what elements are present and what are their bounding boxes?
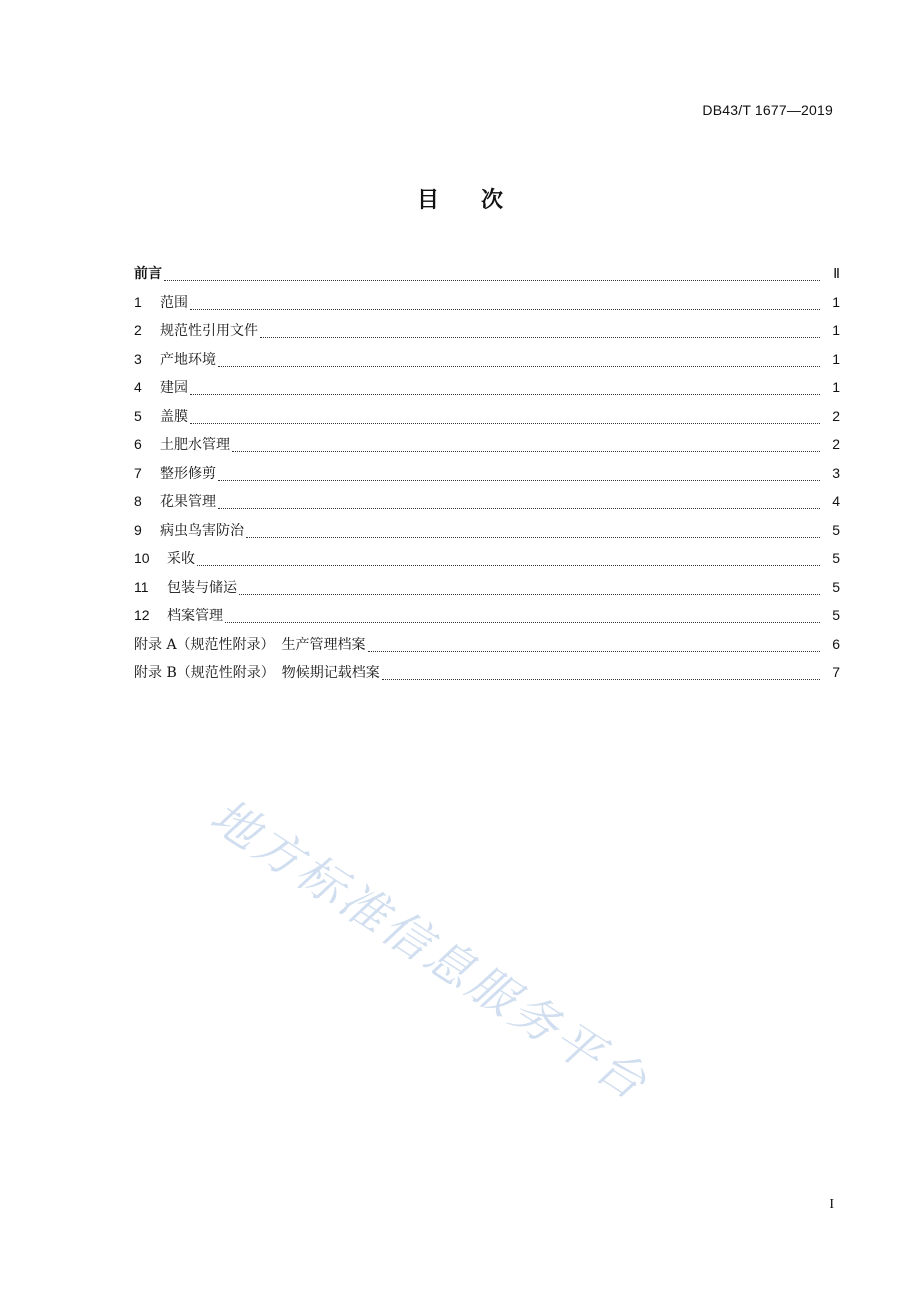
toc-entry-clause-2[interactable] [134,320,840,349]
title-char-2: 次 [481,188,504,213]
clause-number: 11 [134,578,149,595]
toc-entry-clause-3[interactable] [134,349,840,378]
toc-entry-label [134,577,237,598]
toc-leader-dots [190,393,820,395]
clause-title: 包装与储运 [167,579,237,596]
toc-entry-page: 1 [832,350,840,367]
clause-number: 8 [134,493,142,509]
toc-entry-clause-4[interactable] [134,377,840,406]
toc-entry-label [134,463,216,484]
clause-title: 档案管理 [167,608,223,624]
appendix-prefix: 附录 B（规范性附录） [134,665,275,681]
clause-title: 采收 [167,551,195,567]
toc-entry-page: 1 [832,379,840,395]
clause-title: 花果管理 [160,494,216,510]
toc-entry-label: 前言 [134,266,162,282]
toc-leader-dots [197,564,820,566]
toc-entry-clause-5[interactable] [134,406,840,435]
page-title [0,183,920,214]
clause-title: 土肥水管理 [160,437,230,453]
toc-leader-dots [190,308,820,310]
toc-entry-clause-12[interactable] [134,605,840,634]
toc-leader-dots [225,621,820,623]
toc-entry-appendix-0[interactable] [134,634,840,663]
toc-entry-page: 5 [832,578,840,595]
toc-entry-page: 7 [832,664,840,680]
toc-entry-label [134,663,380,683]
clause-number: 1 [134,293,142,310]
toc-entry-page: 5 [832,550,840,566]
appendix-prefix: 附录 A（规范性附录） [134,636,275,653]
toc-leader-dots [382,678,820,680]
watermark: 地方标准信息服务平台 [200,788,659,1113]
toc-entry-page: 2 [832,407,840,424]
appendix-title: 生产管理档案 [281,636,366,653]
toc-entry-page: 3 [832,464,840,481]
clause-number: 2 [134,322,142,338]
toc-entry-clause-9[interactable] [134,520,840,549]
clause-title: 产地环境 [160,351,216,368]
toc-entry-clause-11[interactable] [134,577,840,606]
toc-entry-page: 4 [832,493,840,509]
toc-entry-label [134,320,258,341]
toc-entry-appendix-1[interactable] [134,662,840,691]
toc-entry-page: 1 [832,322,840,338]
clause-number: 4 [134,379,142,395]
clause-title: 建园 [160,380,188,396]
toc-entry-page: 5 [832,607,840,623]
toc-entry-clause-1[interactable] [134,292,840,321]
toc-leader-dots [218,365,820,367]
toc-entry-label [134,548,195,569]
clause-title: 病虫鸟害防治 [160,522,244,539]
appendix-title: 物候期记载档案 [281,665,380,681]
toc-entry-clause-6[interactable] [134,434,840,463]
clause-title: 盖膜 [160,408,188,425]
clause-number: 5 [134,407,142,424]
toc-entry-clause-10[interactable] [134,548,840,577]
clause-number: 12 [134,607,150,623]
toc-entry-page: 2 [832,436,840,452]
clause-title: 整形修剪 [160,465,216,482]
clause-title: 范围 [160,294,188,311]
toc-entry-preface[interactable] [134,263,840,292]
toc-entry-label [134,377,188,398]
toc-entry-label [134,605,223,626]
toc-leader-dots [218,479,820,481]
clause-number: 9 [134,521,142,538]
toc-leader-dots [239,593,820,595]
toc-entry-clause-7[interactable] [134,463,840,492]
toc-entry-page: 6 [832,635,840,652]
table-of-contents [134,263,840,691]
toc-leader-dots [246,536,820,538]
toc-entry-clause-8[interactable] [134,491,840,520]
toc-entry-label [134,434,230,455]
toc-leader-dots [232,450,820,452]
toc-entry-label [134,349,216,370]
toc-entry-label [134,292,188,313]
toc-entry-label [134,635,366,655]
toc-entry-label [134,406,188,427]
standard-code: DB43/T 1677—2019 [702,102,833,118]
page-number: I [829,1197,834,1212]
clause-title: 规范性引用文件 [160,323,258,339]
title-char-1: 目 [416,188,439,213]
toc-leader-dots [190,422,820,424]
toc-entry-page: 1 [832,293,840,310]
clause-number: 6 [134,436,142,452]
clause-number: 7 [134,464,142,481]
clause-number: 10 [134,550,150,566]
toc-leader-dots [218,507,820,509]
toc-leader-dots [260,336,820,338]
toc-leader-dots [368,650,820,652]
toc-entry-page: 5 [832,521,840,538]
toc-leader-dots [164,279,820,281]
toc-entry-label [134,491,216,512]
clause-number: 3 [134,350,142,367]
toc-entry-page: Ⅱ [833,265,840,281]
toc-entry-label [134,520,244,541]
